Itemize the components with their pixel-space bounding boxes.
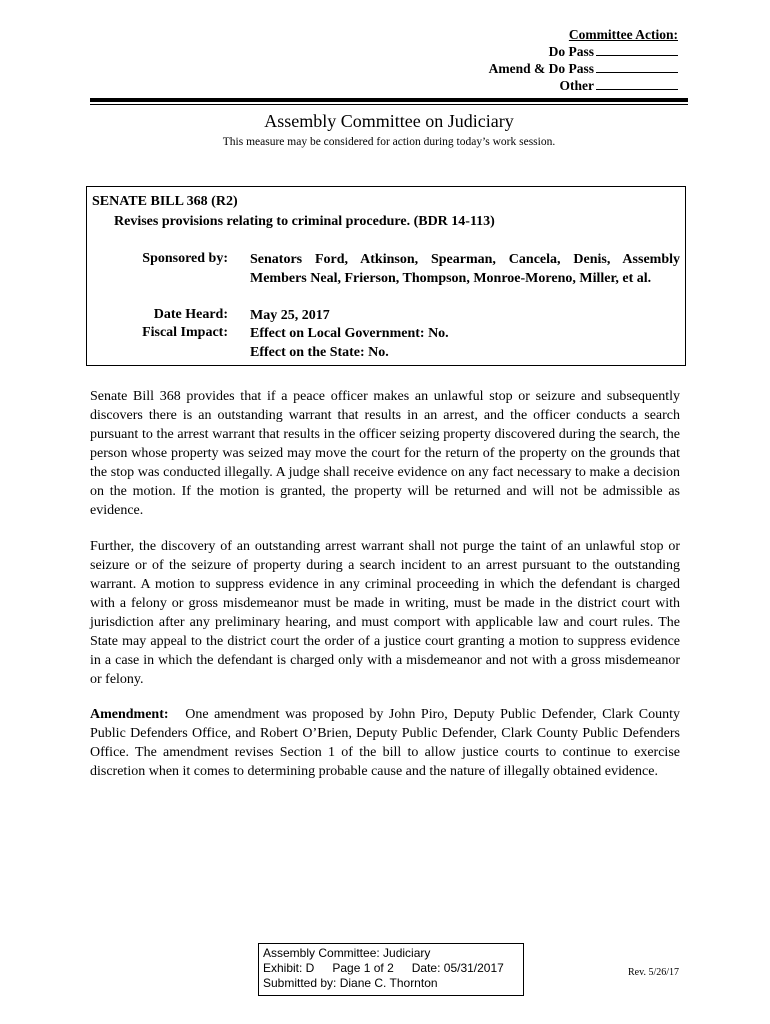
bill-subtitle: Revises provisions relating to criminal procedure. (BDR 14-113) — [114, 214, 495, 229]
do-pass-blank — [596, 43, 678, 56]
amendment-label: Amendment: — [90, 707, 169, 722]
exhibit-stamp — [258, 943, 524, 996]
committee-action-heading: Committee Action: — [568, 27, 678, 42]
bill-title: SENATE BILL 368 (R2) — [92, 194, 238, 209]
other-blank — [596, 77, 678, 90]
do-pass-label: Do Pass — [548, 44, 594, 59]
amendment-text: One amendment was proposed by John Piro, Deputy Public Defender, Clark County Public Defenders Office, and Robert O’Brien, Deputy Public Defender, Clark County Public Defenders Office. The amendment revises Section 1 of the bill to allow justice courts to continue to exercise discretion when it comes to determining probable cause and the nature of illegally obtained evidence. — [90, 707, 680, 779]
date-heard-value: May 25, 2017 — [250, 308, 330, 323]
summary-paragraph-2: Further, the discovery of an outstanding arrest warrant shall not purge the taint of an unlawful stop or seizure or of the seizure of property during a search incident to an arrest pursuant to the outstanding warrant. A motion to suppress evidence in any criminal proceeding in which the defendant is charged with a felony or gross misdemeanor must be made in writing, must be made in the district court with jurisdiction after any preliminary hearing, and must comport with applicable law and court rules. The State may appeal to the district court the order of a justice court granting a motion to suppress evidence in a case in which the defendant is charged only with a misdemeanor and not with a gross misdemeanor or felony. — [90, 539, 680, 687]
work-session-note: This measure may be considered for action during today’s work session. — [222, 136, 556, 148]
fiscal-state-value: Effect on the State: No. — [250, 345, 389, 360]
sponsors-list: Senators Ford, Atkinson, Spearman, Cancela, Denis, Assembly Members Neal, Frierson, Thompson, Monroe-Moreno, Miller, et al. — [250, 252, 680, 286]
exhibit-date: Date: 05/31/2017 — [411, 961, 504, 975]
exhibit-letter: Exhibit: D — [263, 961, 315, 975]
exhibit-committee: Assembly Committee: Judiciary — [263, 946, 431, 960]
amendment-paragraph — [90, 705, 680, 781]
fiscal-local-value: Effect on Local Government: No. — [250, 326, 449, 341]
amend-do-pass-label: Amend & Do Pass — [488, 61, 594, 76]
date-heard-label: Date Heard: — [153, 307, 228, 322]
other-line — [418, 77, 678, 94]
committee-title: Assembly Committee on Judiciary — [264, 111, 514, 131]
amend-do-pass-line — [418, 60, 678, 77]
do-pass-line — [418, 43, 678, 60]
header-rule-thin — [90, 104, 688, 105]
fiscal-impact-label: Fiscal Impact: — [142, 325, 228, 340]
other-label: Other — [559, 78, 594, 93]
revision-date: Rev. 5/26/17 — [628, 967, 680, 978]
header-rule-thick — [90, 98, 688, 102]
summary-paragraph-1: Senate Bill 368 provides that if a peace officer makes an unlawful stop or seizure and subsequently discovers there is an outstanding warrant that results in an arrest, and the officer conducts a search pursuant to the arrest warrant that results in the officer seizing property discovered during the search, the person whose property was seized may move the court for the return of the property on the grounds that the stop was conducted illegally. A judge shall receive evidence on any fact necessary to make a decision on the motion. If the motion is granted, the property will be returned and will not be admissible as evidence. — [90, 389, 680, 518]
sponsored-by-label: Sponsored by: — [142, 251, 228, 266]
bill-summary-box — [86, 186, 686, 366]
exhibit-submitted-by: Submitted by: Diane C. Thornton — [263, 976, 438, 990]
exhibit-page: Page 1 of 2 — [332, 961, 394, 975]
amend-do-pass-blank — [596, 60, 678, 73]
committee-action-block — [418, 26, 678, 94]
exhibit-line — [263, 961, 519, 976]
